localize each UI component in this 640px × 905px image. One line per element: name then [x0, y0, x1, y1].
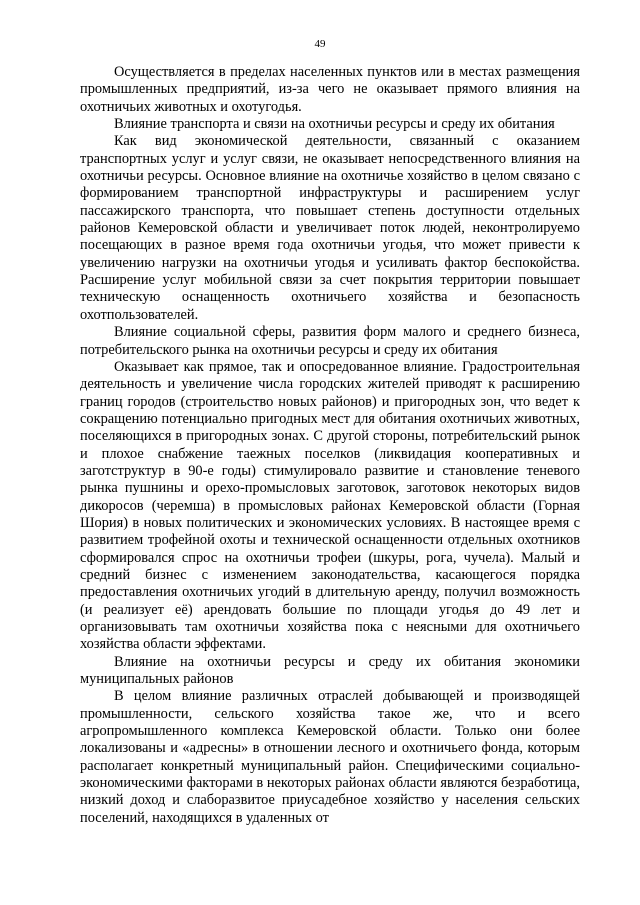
paragraph-social: Оказывает как прямое, так и опосредованное влияние. Градостроительная деятельность и увеличение числа городских жителей приводят к расширению границ городов (строительство новых районов) и пригородных зон, что ведет к сокращению потенциально пригодных мест для обитания охотничьих животных, поселяющихся в пригородных зонах. С другой стороны, потребительский рынок и плохое снабжение таежных поселков (ликвидация кооперативных и заготструктур в 90-е годы) стимулировало развитие и становление теневого рынка пушнины и орехо-промысловых заготовок, заготовок некоторых видов дикоросов (черемша) в промысловых районах Кемеровской области (Горная Шория) в новых политических и экономических условиях. В настоящее время с развитием трофейной охоты и технической оснащенности отдельных охотников сформировался спрос на охотничьи трофеи (шкуры, рога, чучела). Малый и средний бизнес с изменением законодательства, касающегося порядка предоставления охотничьих угодий в длительную аренду, получил возможность (и реализует её) арендовать большие по площади угодья до 49 лет и организовывать там охотничьи хозяйства пока с неясными для охотничьего хозяйства области эффектами.: [80, 358, 580, 653]
paragraph-intro: Осуществляется в пределах населенных пунктов или в местах размещения промышленных предприятий, из-за чего не оказывает прямого влияния на охотничьих животных и охотугодья.: [80, 64, 580, 115]
paragraph-municipal: В целом влияние различных отраслей добывающей и производящей промышленности, сельского хозяйства такое же, что и всего агропромышленного комплекса Кемеровской области. Только они более локализованы и «адресны» в отношении лесного и охотничьего фонда, которым располагает конкретный муниципальный район. Специфическими социально-экономическими факторами в некоторых районах области являются безработица, низкий доход и слаборазвитое приусадебное хозяйство у населения сельских поселений, находящихся в удаленных от: [80, 688, 580, 826]
section-heading-social: Влияние социальной сферы, развития форм малого и среднего бизнеса, потребительского рынка на охотничьи ресурсы и среду их обитания: [80, 324, 580, 358]
page-number: 49: [314, 38, 326, 50]
section-heading-municipal: Влияние на охотничьи ресурсы и среду их обитания экономики муниципальных районов: [80, 653, 580, 688]
document-body: [80, 64, 580, 827]
paragraph-transport: Как вид экономической деятельности, связанный с оказанием транспортных услуг и услуг связи, не оказывает непосредственного влияния на охотничьи ресурсы. Основное влияние на охотничье хозяйство в целом связано с формированием транспортной инфраструктуры и расширением услуг пассажирского транспорта, что повышает степень доступности отдельных районов Кемеровской области и увеличивает поток людей, неконтролируемо посещающих в разное время года охотничьи угодья, что может привести к увеличению нагрузки на охотничьи угодья и усиливать фактор беспокойства. Расширение услуг мобильной связи за счет покрытия территории повышает техническую оснащенность охотничьего хозяйства и безопасность охотпользователей.: [80, 133, 580, 323]
section-heading-transport: Влияние транспорта и связи на охотничьи ресурсы и среду их обитания: [114, 116, 555, 133]
